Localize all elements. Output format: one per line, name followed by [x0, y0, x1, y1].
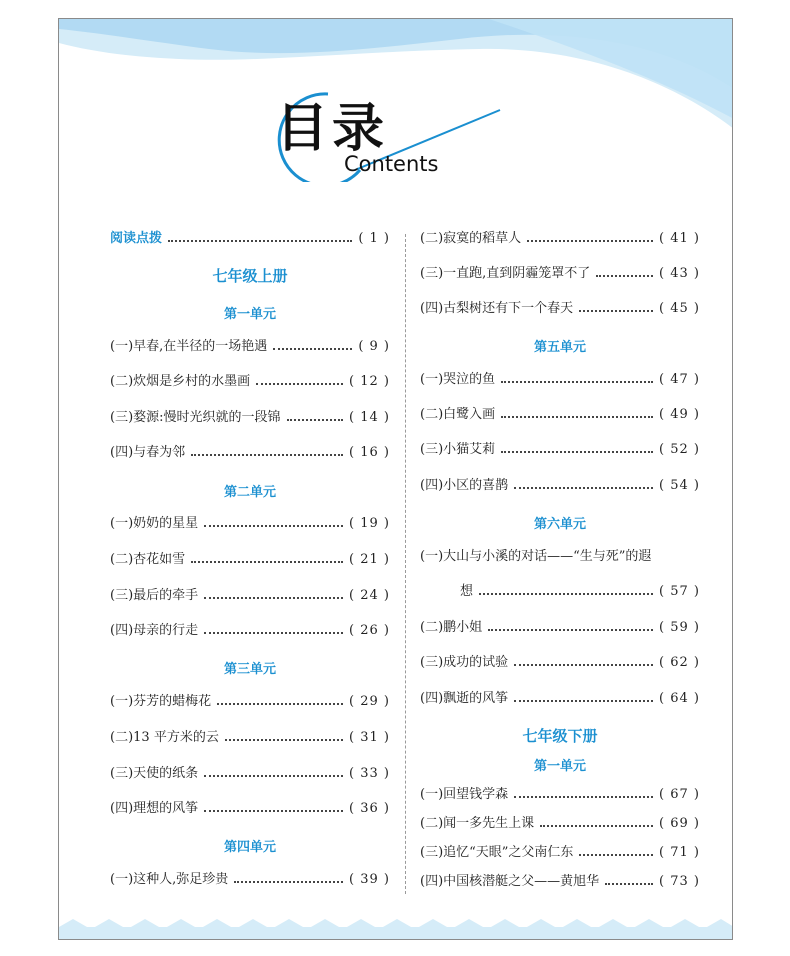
- toc-entry[interactable]: (三)最后的牵手 ( 24 ): [110, 588, 390, 603]
- toc-entry[interactable]: (一)回望钱学森 ( 67 ): [420, 787, 700, 802]
- toc-entry[interactable]: (三)追忆“天眼”之父南仁东 ( 71 ): [420, 845, 700, 860]
- toc-entry[interactable]: (四)中国核潜艇之父——黄旭华 ( 73 ): [420, 874, 700, 889]
- unit-heading: 第一单元: [223, 307, 276, 322]
- toc-entry[interactable]: (三)成功的试验 ( 62 ): [420, 655, 700, 670]
- toc-entry[interactable]: (四)理想的风筝 ( 36 ): [110, 801, 390, 816]
- title-chinese: 目录: [276, 99, 389, 159]
- toc-entry[interactable]: (三)一直跑,直到阴霾笼罩不了 ( 43 ): [420, 266, 700, 281]
- toc-entry-continued[interactable]: 想 ( 57 ): [460, 584, 700, 599]
- toc-entry[interactable]: (二)鹏小姐 ( 59 ): [420, 620, 700, 635]
- toc-entry[interactable]: (一)这种人,弥足珍贵 ( 39 ): [110, 872, 390, 887]
- toc-entry[interactable]: (一)哭泣的鱼 ( 47 ): [420, 372, 700, 387]
- toc-entry[interactable]: (一)芬芳的蜡梅花 ( 29 ): [110, 694, 390, 709]
- unit-heading: 第一单元: [533, 759, 586, 774]
- toc-entry[interactable]: (三)婺源:慢时光织就的一段锦 ( 14 ): [110, 410, 390, 425]
- unit-heading: 第二单元: [223, 485, 276, 500]
- unit-heading: 第五单元: [533, 340, 586, 355]
- toc-entry-reading[interactable]: 阅读点拨 ( 1 ): [110, 231, 390, 246]
- toc-entry[interactable]: (四)小区的喜鹊 ( 54 ): [420, 478, 700, 493]
- toc-entry[interactable]: (二)白鹭入画 ( 49 ): [420, 407, 700, 422]
- toc-entry[interactable]: (一)奶奶的星星 ( 19 ): [110, 516, 390, 531]
- column-divider: [405, 234, 406, 894]
- unit-heading: 第六单元: [533, 517, 586, 532]
- grade-heading-lower: 七年级下册: [522, 727, 598, 745]
- toc-entry[interactable]: (一)大山与小溪的对话——“生与死”的遐: [420, 549, 652, 564]
- toc-entry[interactable]: (一)早春,在半径的一场艳遇 ( 9 ): [110, 339, 390, 354]
- toc-entry[interactable]: (四)母亲的行走 ( 26 ): [110, 623, 390, 638]
- unit-heading: 第三单元: [223, 662, 276, 677]
- toc-entry[interactable]: (二)13 平方米的云 ( 31 ): [110, 730, 390, 745]
- toc-entry[interactable]: (二)闻一多先生上课 ( 69 ): [420, 816, 700, 831]
- toc-entry[interactable]: (四)飘逝的风筝 ( 64 ): [420, 691, 700, 706]
- toc-entry[interactable]: (三)天使的纸条 ( 33 ): [110, 766, 390, 781]
- toc-entry[interactable]: (二)炊烟是乡村的水墨画 ( 12 ): [110, 374, 390, 389]
- grade-heading-upper: 七年级上册: [212, 267, 288, 285]
- toc-entry[interactable]: (四)古梨树还有下一个春天 ( 45 ): [420, 301, 700, 316]
- title-english: Contents: [344, 152, 439, 176]
- toc-entry[interactable]: (二)杏花如雪 ( 21 ): [110, 552, 390, 567]
- footer-border-decoration: [59, 919, 733, 939]
- page-title: [250, 72, 510, 182]
- toc-entry[interactable]: (三)小猫艾莉 ( 52 ): [420, 442, 700, 457]
- toc-entry[interactable]: (二)寂寞的稻草人 ( 41 ): [420, 231, 700, 246]
- unit-heading: 第四单元: [223, 840, 276, 855]
- toc-entry[interactable]: (四)与春为邻 ( 16 ): [110, 445, 390, 460]
